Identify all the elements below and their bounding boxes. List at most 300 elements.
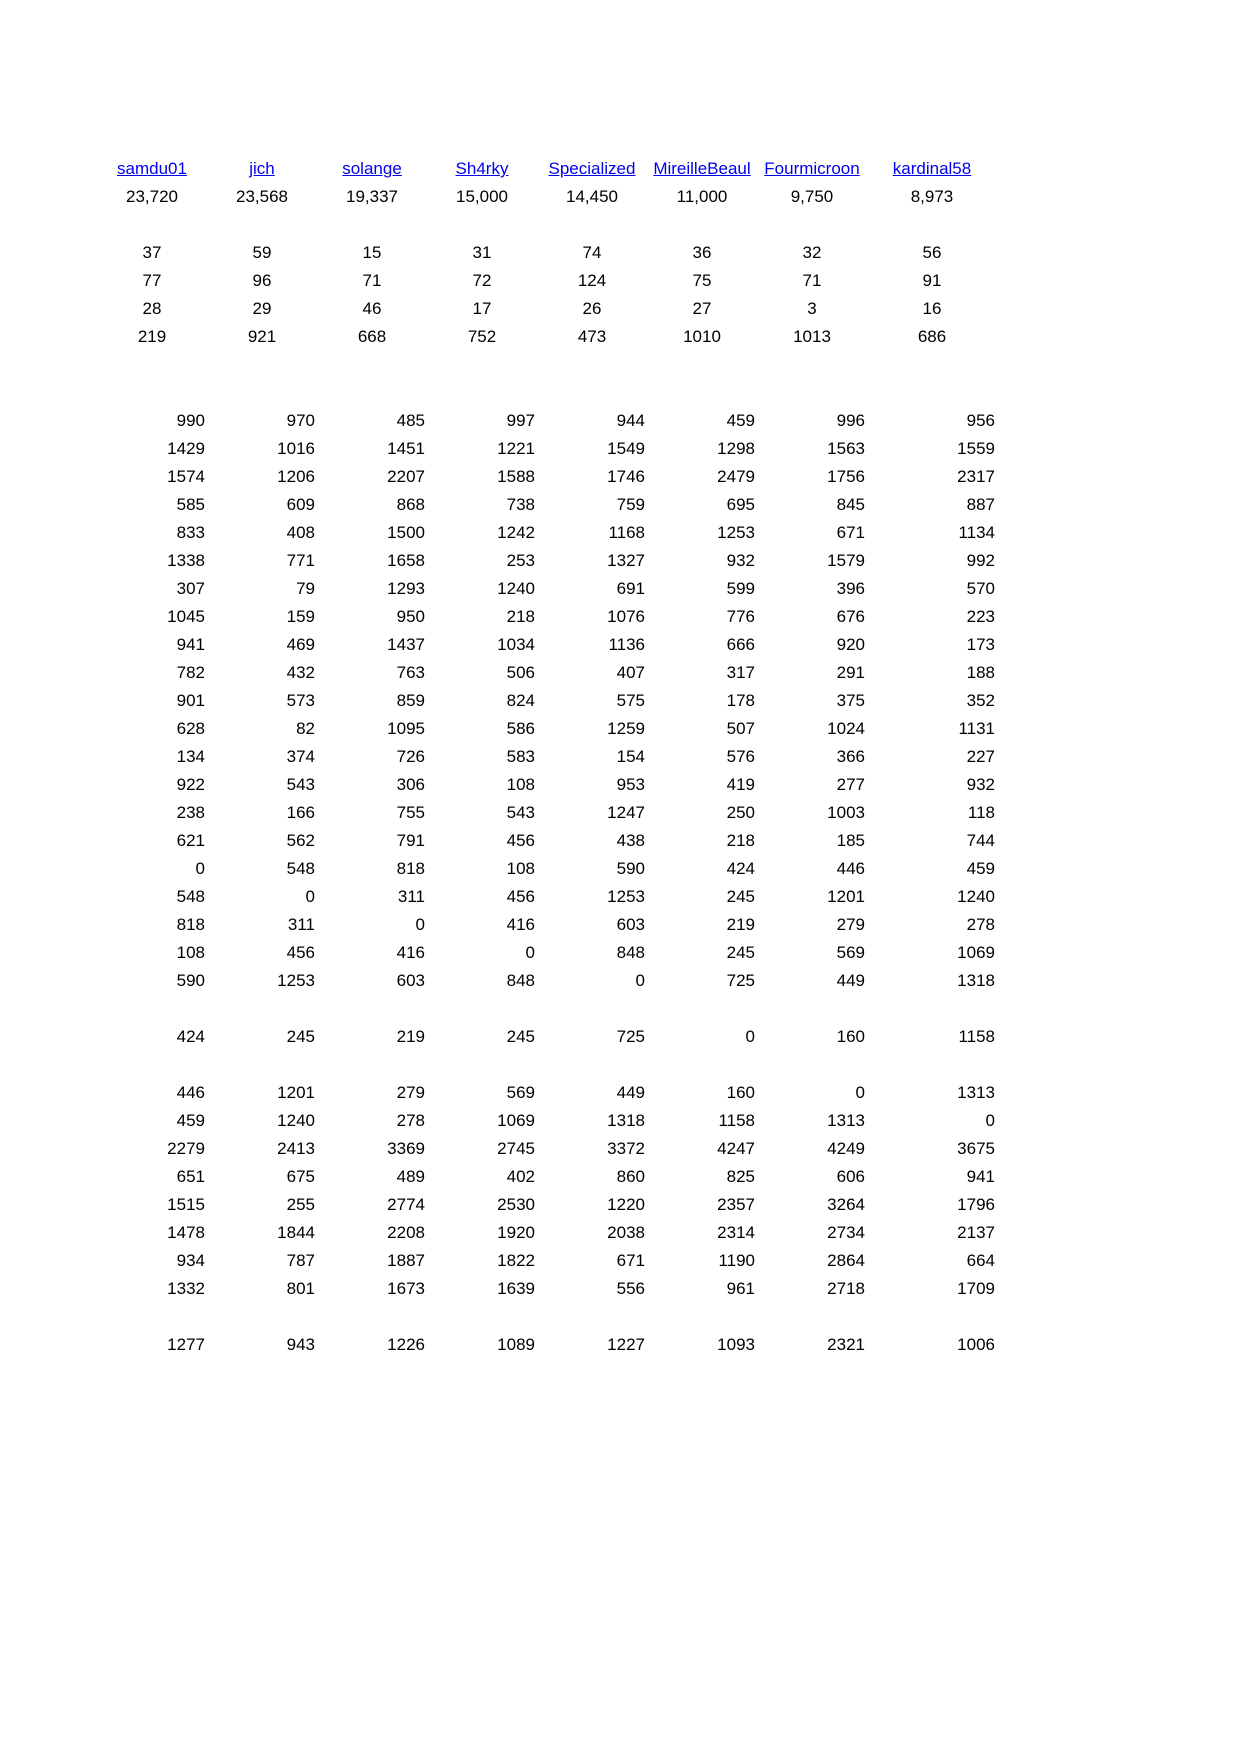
matrix-block-2-row — [97, 1275, 997, 1303]
column-header-link[interactable]: Specialized — [548, 159, 636, 178]
cell: 1318 — [957, 971, 995, 990]
cell: 1451 — [387, 439, 425, 458]
cell: 562 — [286, 831, 315, 850]
cell: 59 — [252, 243, 272, 262]
matrix-block-1-row — [97, 743, 997, 771]
cell: 4247 — [717, 1139, 755, 1158]
cell: 1277 — [167, 1335, 205, 1354]
cell: 922 — [176, 775, 205, 794]
cell: 759 — [616, 495, 645, 514]
cell: 666 — [726, 635, 755, 654]
cell: 374 — [286, 747, 315, 766]
cell: 2734 — [827, 1223, 865, 1242]
cell: 17 — [472, 299, 492, 318]
cell: 791 — [396, 831, 425, 850]
cell: 590 — [616, 859, 645, 878]
cell: 2530 — [497, 1195, 535, 1214]
cell: 1756 — [827, 467, 865, 486]
cell: 278 — [966, 915, 995, 934]
cell: 1247 — [607, 803, 645, 822]
cell: 932 — [726, 551, 755, 570]
cell: 1588 — [497, 467, 535, 486]
cell: 1332 — [167, 1279, 205, 1298]
cell: 227 — [966, 747, 995, 766]
cell: 473 — [577, 327, 607, 346]
total-value: 11,000 — [676, 187, 728, 206]
cell: 996 — [836, 411, 865, 430]
cell: 419 — [726, 775, 755, 794]
cell: 485 — [396, 411, 425, 430]
cell: 932 — [966, 775, 995, 794]
cell: 118 — [967, 803, 995, 822]
cell: 291 — [836, 663, 865, 682]
cell: 953 — [616, 775, 645, 794]
cell: 818 — [176, 915, 205, 934]
cell: 950 — [396, 607, 425, 626]
cell: 1437 — [387, 635, 425, 654]
cell: 506 — [506, 663, 535, 682]
cell: 218 — [726, 831, 755, 850]
cell: 543 — [506, 803, 535, 822]
matrix-block-1-row — [97, 967, 997, 995]
cell: 459 — [176, 1111, 205, 1130]
cell: 108 — [506, 775, 535, 794]
cell: 77 — [142, 271, 162, 290]
matrix-block-1-row — [97, 631, 997, 659]
cell: 0 — [745, 1027, 755, 1046]
cell: 1201 — [277, 1083, 315, 1102]
cell: 72 — [472, 271, 492, 290]
cell: 782 — [176, 663, 205, 682]
matrix-block-2-row — [97, 1247, 997, 1275]
cell: 824 — [506, 691, 535, 710]
cell: 1134 — [958, 523, 995, 542]
cell: 27 — [692, 299, 712, 318]
matrix-block-1-row — [97, 463, 997, 491]
cell: 1259 — [607, 719, 645, 738]
matrix-block-1-row — [97, 575, 997, 603]
cell: 456 — [286, 943, 315, 962]
cell: 0 — [415, 915, 425, 934]
cell: 449 — [616, 1083, 645, 1102]
cell: 278 — [396, 1111, 425, 1130]
matrix-block-1-row — [97, 855, 997, 883]
matrix-block-2-row — [97, 1135, 997, 1163]
cell: 31 — [472, 243, 492, 262]
cell: 238 — [176, 803, 205, 822]
cell: 1327 — [607, 551, 645, 570]
cell: 159 — [286, 607, 315, 626]
cell: 725 — [616, 1027, 645, 1046]
cell: 219 — [137, 327, 167, 346]
cell: 1338 — [167, 551, 205, 570]
cell: 776 — [726, 607, 755, 626]
matrix-block-2-row — [97, 1219, 997, 1247]
cell: 0 — [985, 1111, 995, 1130]
cell: 1709 — [957, 1279, 995, 1298]
cell: 507 — [726, 719, 755, 738]
cell: 449 — [836, 971, 865, 990]
cell: 1006 — [957, 1335, 995, 1354]
cell: 920 — [836, 635, 865, 654]
cell: 1574 — [167, 467, 205, 486]
cell: 245 — [286, 1027, 315, 1046]
cell: 0 — [635, 971, 645, 990]
cell: 990 — [176, 411, 205, 430]
cell: 456 — [506, 831, 535, 850]
cell: 1190 — [718, 1251, 755, 1270]
cell: 1293 — [387, 579, 425, 598]
cell: 569 — [836, 943, 865, 962]
cell: 74 — [582, 243, 602, 262]
cell: 245 — [506, 1027, 535, 1046]
cell: 738 — [506, 495, 535, 514]
cell: 459 — [966, 859, 995, 878]
total-value: 23,720 — [126, 187, 178, 206]
cell: 306 — [396, 775, 425, 794]
cell: 3675 — [957, 1139, 995, 1158]
cell: 1069 — [957, 943, 995, 962]
column-header-link[interactable]: solange — [342, 159, 402, 178]
cell: 570 — [966, 579, 995, 598]
matrix-block-2-row — [97, 1079, 997, 1107]
cell: 82 — [296, 719, 315, 738]
stats-row — [97, 239, 997, 267]
cell: 307 — [176, 579, 205, 598]
cell: 1240 — [497, 579, 535, 598]
cell: 848 — [616, 943, 645, 962]
cell: 279 — [836, 915, 865, 934]
cell: 1253 — [277, 971, 315, 990]
totals-row — [97, 183, 997, 211]
cell: 1206 — [277, 467, 315, 486]
matrix-block-1-row — [97, 519, 997, 547]
stats-row — [97, 295, 997, 323]
total-value: 9,750 — [790, 187, 834, 206]
cell: 0 — [855, 1083, 865, 1102]
cell: 1579 — [827, 551, 865, 570]
cell: 1822 — [497, 1251, 535, 1270]
column-header-link[interactable]: kardinal58 — [892, 159, 972, 178]
matrix-block-2-row — [97, 1163, 997, 1191]
cell: 586 — [506, 719, 535, 738]
cell: 245 — [726, 887, 755, 906]
cell: 408 — [286, 523, 315, 542]
cell: 575 — [616, 691, 645, 710]
cell: 848 — [506, 971, 535, 990]
column-header-link[interactable]: jich — [249, 159, 275, 178]
cell: 599 — [726, 579, 755, 598]
cell: 134 — [176, 747, 205, 766]
matrix-block-1-row — [97, 911, 997, 939]
cell: 787 — [286, 1251, 315, 1270]
cell: 317 — [726, 663, 755, 682]
cell: 1076 — [607, 607, 645, 626]
cell: 603 — [396, 971, 425, 990]
cell: 1242 — [497, 523, 535, 542]
cell: 1549 — [607, 439, 645, 458]
cell: 185 — [836, 831, 865, 850]
cell: 0 — [525, 943, 535, 962]
cell: 763 — [396, 663, 425, 682]
cell: 1796 — [957, 1195, 995, 1214]
cell: 868 — [396, 495, 425, 514]
matrix-block-1-row — [97, 659, 997, 687]
cell: 1515 — [167, 1195, 205, 1214]
cell: 108 — [506, 859, 535, 878]
column-header-row — [97, 155, 997, 183]
cell: 1429 — [167, 439, 205, 458]
matrix-single-2-row — [97, 1331, 997, 1359]
cell: 438 — [616, 831, 645, 850]
cell: 29 — [252, 299, 272, 318]
matrix-block-1-row — [97, 799, 997, 827]
cell: 1673 — [387, 1279, 425, 1298]
cell: 0 — [195, 859, 205, 878]
cell: 3369 — [387, 1139, 425, 1158]
cell: 311 — [397, 887, 425, 906]
cell: 311 — [287, 915, 315, 934]
cell: 124 — [577, 271, 607, 290]
matrix-block-1-row — [97, 715, 997, 743]
cell: 845 — [836, 495, 865, 514]
matrix-single-1-row — [97, 1023, 997, 1051]
cell: 628 — [176, 719, 205, 738]
total-value: 14,450 — [566, 187, 618, 206]
matrix-block-1-row — [97, 547, 997, 575]
cell: 970 — [286, 411, 315, 430]
cell: 576 — [726, 747, 755, 766]
cell: 664 — [966, 1251, 995, 1270]
cell: 446 — [836, 859, 865, 878]
cell: 543 — [286, 775, 315, 794]
cell: 2745 — [497, 1139, 535, 1158]
cell: 1500 — [387, 523, 425, 542]
matrix-block-2-row — [97, 1107, 997, 1135]
cell: 1220 — [607, 1195, 645, 1214]
cell: 997 — [506, 411, 535, 430]
cell: 416 — [506, 915, 535, 934]
cell: 36 — [692, 243, 712, 262]
cell: 56 — [922, 243, 942, 262]
matrix-block-1-row — [97, 939, 997, 967]
cell: 2864 — [827, 1251, 865, 1270]
cell: 218 — [506, 607, 535, 626]
cell: 277 — [836, 775, 865, 794]
cell: 676 — [836, 607, 865, 626]
cell: 188 — [966, 663, 995, 682]
cell: 223 — [966, 607, 995, 626]
cell: 1158 — [958, 1027, 995, 1046]
cell: 1024 — [827, 719, 865, 738]
cell: 91 — [922, 271, 942, 290]
cell: 28 — [142, 299, 162, 318]
cell: 1045 — [167, 607, 205, 626]
cell: 1253 — [607, 887, 645, 906]
cell: 1095 — [387, 719, 425, 738]
cell: 1221 — [497, 439, 535, 458]
cell: 407 — [616, 663, 645, 682]
cell: 590 — [176, 971, 205, 990]
cell: 2137 — [957, 1223, 995, 1242]
cell: 944 — [616, 411, 645, 430]
cell: 1313 — [827, 1111, 865, 1130]
cell: 1478 — [167, 1223, 205, 1242]
cell: 456 — [506, 887, 535, 906]
cell: 2038 — [607, 1223, 645, 1242]
cell: 1003 — [827, 803, 865, 822]
cell: 1240 — [957, 887, 995, 906]
cell: 901 — [176, 691, 205, 710]
matrix-block-1-row — [97, 771, 997, 799]
cell: 1240 — [277, 1111, 315, 1130]
cell: 1016 — [277, 439, 315, 458]
cell: 245 — [726, 943, 755, 962]
cell: 956 — [966, 411, 995, 430]
cell: 1131 — [958, 719, 995, 738]
cell: 686 — [917, 327, 947, 346]
cell: 166 — [286, 803, 315, 822]
matrix-block-1-row — [97, 491, 997, 519]
cell: 96 — [252, 271, 272, 290]
cell: 943 — [286, 1335, 315, 1354]
cell: 1069 — [497, 1111, 535, 1130]
column-header-link[interactable]: Fourmicroon — [764, 159, 860, 178]
cell: 548 — [176, 887, 205, 906]
column-header-link[interactable]: Sh4rky — [455, 159, 509, 178]
cell: 860 — [616, 1167, 645, 1186]
cell: 671 — [616, 1251, 645, 1270]
cell: 1318 — [607, 1111, 645, 1130]
total-value: 8,973 — [910, 187, 954, 206]
cell: 992 — [966, 551, 995, 570]
cell: 4249 — [827, 1139, 865, 1158]
cell: 583 — [506, 747, 535, 766]
cell: 1298 — [717, 439, 755, 458]
cell: 934 — [176, 1251, 205, 1270]
cell: 1010 — [683, 327, 721, 346]
cell: 2317 — [957, 467, 995, 486]
cell: 1034 — [497, 635, 535, 654]
cell: 1136 — [608, 635, 645, 654]
cell: 402 — [506, 1167, 535, 1186]
cell: 2413 — [277, 1139, 315, 1158]
cell: 71 — [802, 271, 822, 290]
cell: 603 — [616, 915, 645, 934]
cell: 726 — [396, 747, 425, 766]
cell: 366 — [836, 747, 865, 766]
cell: 173 — [966, 635, 995, 654]
cell: 489 — [396, 1167, 425, 1186]
cell: 2208 — [387, 1223, 425, 1242]
cell: 668 — [357, 327, 387, 346]
total-value: 23,568 — [236, 187, 288, 206]
cell: 178 — [726, 691, 755, 710]
cell: 859 — [396, 691, 425, 710]
cell: 752 — [467, 327, 497, 346]
cell: 548 — [286, 859, 315, 878]
cell: 818 — [396, 859, 425, 878]
cell: 108 — [176, 943, 205, 962]
cell: 160 — [836, 1027, 865, 1046]
cell: 585 — [176, 495, 205, 514]
cell: 15 — [362, 243, 382, 262]
cell: 621 — [176, 831, 205, 850]
cell: 154 — [616, 747, 645, 766]
cell: 424 — [176, 1027, 205, 1046]
cell: 2479 — [717, 467, 755, 486]
cell: 887 — [966, 495, 995, 514]
cell: 556 — [616, 1279, 645, 1298]
cell: 941 — [966, 1167, 995, 1186]
cell: 573 — [286, 691, 315, 710]
cell: 3 — [807, 299, 817, 318]
stats-row — [97, 323, 997, 351]
cell: 279 — [396, 1083, 425, 1102]
cell: 446 — [176, 1083, 205, 1102]
stats-row — [97, 267, 997, 295]
cell: 1158 — [718, 1111, 755, 1130]
cell: 416 — [396, 943, 425, 962]
column-header-link[interactable]: MireilleBeaul — [653, 159, 751, 178]
cell: 2357 — [717, 1195, 755, 1214]
cell: 469 — [286, 635, 315, 654]
cell: 0 — [305, 887, 315, 906]
cell: 160 — [726, 1083, 755, 1102]
cell: 71 — [362, 271, 382, 290]
cell: 79 — [296, 579, 315, 598]
cell: 1313 — [957, 1083, 995, 1102]
cell: 671 — [836, 523, 865, 542]
cell: 2279 — [167, 1139, 205, 1158]
cell: 2774 — [387, 1195, 425, 1214]
cell: 16 — [922, 299, 942, 318]
cell: 961 — [726, 1279, 755, 1298]
matrix-block-1-row — [97, 687, 997, 715]
matrix-block-1-row — [97, 827, 997, 855]
cell: 432 — [286, 663, 315, 682]
matrix-block-1-row — [97, 435, 997, 463]
column-header-link[interactable]: samdu01 — [117, 159, 187, 178]
cell: 2207 — [387, 467, 425, 486]
cell: 75 — [692, 271, 712, 290]
cell: 921 — [247, 327, 277, 346]
cell: 755 — [396, 803, 425, 822]
cell: 675 — [286, 1167, 315, 1186]
cell: 253 — [506, 551, 535, 570]
cell: 1844 — [277, 1223, 315, 1242]
cell: 3264 — [827, 1195, 865, 1214]
cell: 1563 — [827, 439, 865, 458]
cell: 32 — [802, 243, 822, 262]
cell: 1013 — [793, 327, 831, 346]
cell: 396 — [836, 579, 865, 598]
cell: 37 — [142, 243, 162, 262]
cell: 695 — [726, 495, 755, 514]
cell: 46 — [362, 299, 382, 318]
cell: 825 — [726, 1167, 755, 1186]
matrix-block-1-row — [97, 883, 997, 911]
cell: 833 — [176, 523, 205, 542]
cell: 1658 — [387, 551, 425, 570]
cell: 352 — [966, 691, 995, 710]
cell: 255 — [286, 1195, 315, 1214]
cell: 725 — [726, 971, 755, 990]
cell: 1227 — [607, 1335, 645, 1354]
matrix-block-1-row — [97, 603, 997, 631]
matrix-block-1-row — [97, 407, 997, 435]
cell: 771 — [286, 551, 315, 570]
